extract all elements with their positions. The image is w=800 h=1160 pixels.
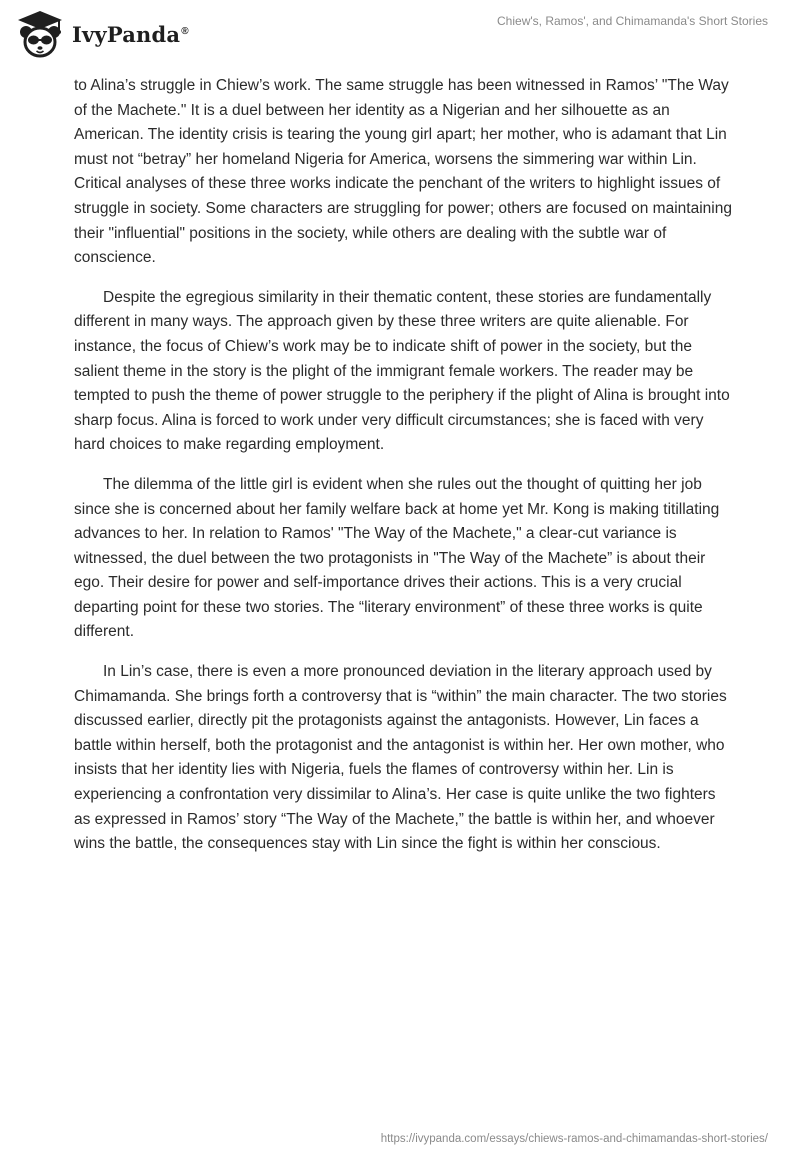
source-url[interactable]: https://ivypanda.com/essays/chiews-ramos-and-chimamandas-short-stories/ [380,1133,768,1145]
registered-mark: ® [181,25,189,37]
document-title: Chiew's, Ramos', and Chimamanda's Short Stories [497,14,768,28]
panda-graduate-icon [14,8,66,60]
brand-name: IvyPanda® [72,21,189,47]
essay-body [74,74,734,872]
paragraph-4: In Lin’s case, there is even a more pronounced deviation in the literary approach used by Chimamanda. She brings forth a controversy that is “within” the main character. The two stories discussed earlier, directly pit the protagonists against the antagonists. However, Lin faces a battle within herself, both the protagonist and the antagonist is within her. Her own mother, who insists that her identity lies with Nigeria, fuels the flames of controversy within her. Lin is experiencing a confrontation very dissimilar to Alina’s. Her case is quite unlike the two fighters as expressed in Ramos’ story “The Way of the Machete,” the battle is within her, and whoever wins the battle, the consequences stay with Lin since the fight is within her conscious. [74,663,727,853]
page-header [0,0,800,64]
paragraph-1: to Alina’s struggle in Chiew’s work. The same struggle has been witnessed in Ramos’ "The Way of the Machete." It is a duel between her identity as a Nigerian and her silhouette as an American. The identity crisis is tearing the young girl apart; her mother, who is adamant that Lin must not “betray” her homeland Nigeria for America, worsens the simmering war within Lin. Critical analyses of these three works indicate the penchant of the writers to highlight issues of struggle in society. Some characters are struggling for power; others are focused on maintaining their "influential" positions in the society, while others are dealing with the subtle war of conscience. [74,77,732,267]
paragraph-3: The dilemma of the little girl is evident when she rules out the thought of quitting her job since she is concerned about her family welfare back at home yet Mr. Kong is making titillating advances to her. In relation to Ramos' "The Way of the Machete," a clear-cut variance is witnessed, the duel between the two protagonists in "The Way of the Machete” is about their ego. Their desire for power and self-importance drives their actions. This is a very crucial departing point for these two stories. The “literary environment” of these three works is quite different. [74,475,720,641]
paragraph-2: Despite the egregious similarity in their thematic content, these stories are fundamentally different in many ways. The approach given by these three writers are quite alienable. For instance, the focus of Chiew’s work may be to indicate shift of power in the society, but the salient theme in the story is the plight of the immigrant female workers. The reader may be tempted to push the theme of power struggle to the periphery if the plight of Alina is brought into sharp focus. Alina is forced to work under very difficult circumstances; she is faced with very hard choices to make regarding employment. [74,288,730,454]
ivypanda-logo[interactable] [14,8,189,60]
